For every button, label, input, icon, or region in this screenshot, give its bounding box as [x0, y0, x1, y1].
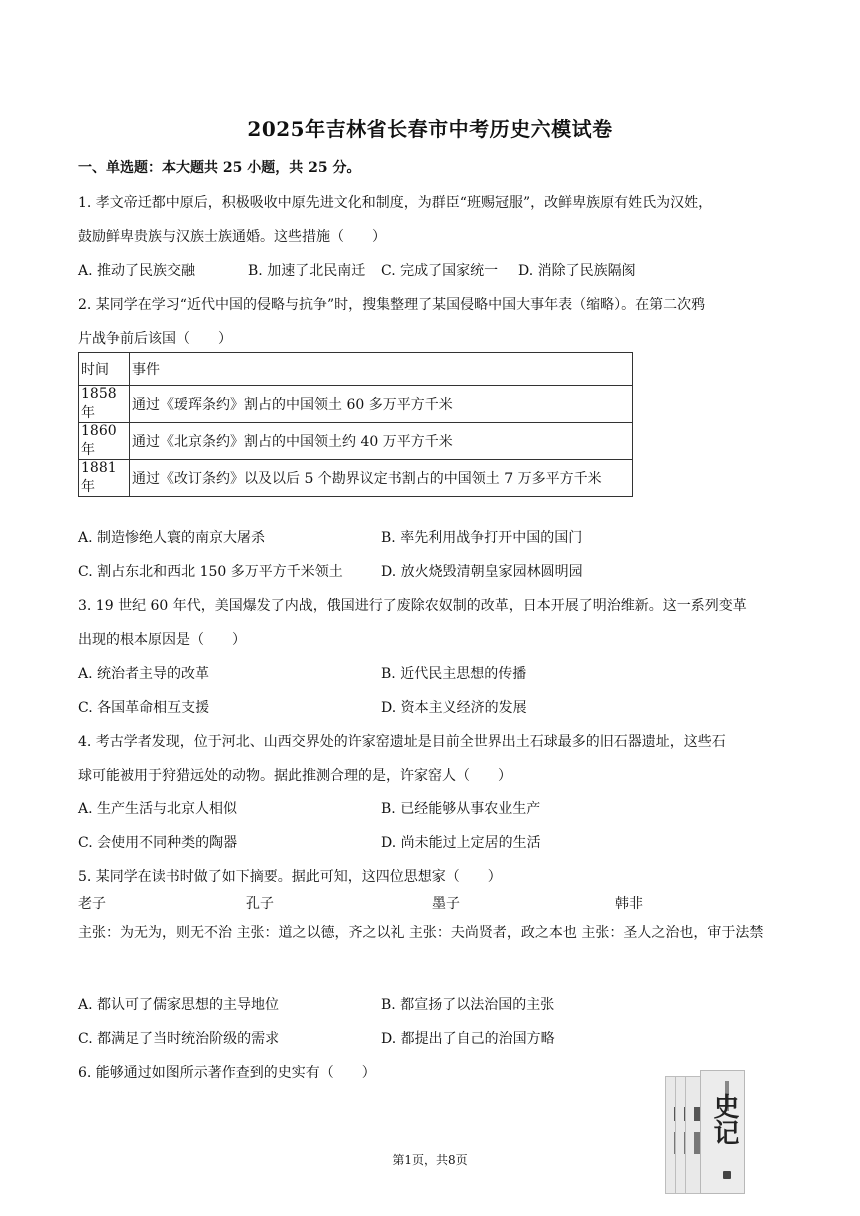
table-cell-year: 1858 年 — [79, 386, 130, 423]
q3-option-d: D. 资本主义经济的发展 — [381, 700, 527, 716]
q2-stem-line1: 2. 某同学在学习“近代中国的侵略与抗争”时，搜集整理了某国侵略中国大事年表（缩略）。在第二次鸦 — [78, 297, 706, 313]
q1-option-d: D. 消除了民族隔阂 — [518, 263, 636, 279]
table-cell-event: 通过《北京条约》割占的中国领土约 40 万平方千米 — [130, 423, 633, 460]
q6-stem: 6. 能够通过如图所示著作查到的史实有（ ） — [78, 1065, 376, 1081]
book-cover — [700, 1070, 745, 1194]
table-row — [79, 386, 633, 423]
q4-option-c: C. 会使用不同种类的陶器 — [78, 835, 238, 851]
q1-stem-line1: 1. 孝文帝迁都中原后，积极吸收中原先进文化和制度，为群臣“班赐冠服”，改鲜卑族原有姓氏为汉姓， — [78, 195, 713, 211]
table-cell-event: 通过《瑷珲条约》割占的中国领土 60 多万平方千米 — [130, 386, 633, 423]
q2-option-c: C. 割占东北和西北 150 多万平方千米领土 — [78, 564, 343, 580]
q5-option-d: D. 都提出了自己的治国方略 — [381, 1031, 555, 1047]
q4-option-a: A. 生产生活与北京人相似 — [78, 801, 238, 817]
table-header-row — [79, 353, 633, 386]
q5-option-b: B. 都宣扬了以法治国的主张 — [381, 997, 555, 1013]
q3-option-c: C. 各国革命相互支援 — [78, 700, 210, 716]
q3-option-a: A. 统治者主导的改革 — [78, 666, 210, 682]
q2-option-a: A. 制造惨绝人寰的南京大屠杀 — [78, 530, 266, 546]
q1-option-c: C. 完成了国家统一 — [381, 263, 499, 279]
page-footer: 第1页，共8页 — [392, 1153, 468, 1167]
q2-option-d: D. 放火烧毁清朝皇家园林圆明园 — [381, 564, 583, 580]
q3-stem-line1: 3. 19 世纪 60 年代，美国爆发了内战，俄国进行了废除农奴制的改革，日本开展了明治维新。这一系列变革 — [78, 598, 747, 614]
table-row — [79, 460, 633, 497]
q4-stem-line1: 4. 考古学者发现，位于河北、山西交界处的许家窑遗址是目前全世界出土石球最多的旧石器遗址，这些石 — [78, 734, 726, 750]
q4-option-d: D. 尚未能过上定居的生活 — [381, 835, 541, 851]
q1-stem-line2: 鼓励鲜卑贵族与汉族士族通婚。这些措施（ ） — [78, 229, 386, 245]
q5-option-a: A. 都认可了儒家思想的主导地位 — [78, 997, 280, 1013]
q5-name-kongzi: 孔子 — [246, 896, 274, 912]
q3-stem-line2: 出现的根本原因是（ ） — [78, 632, 246, 648]
q4-option-b: B. 已经能够从事农业生产 — [381, 801, 541, 817]
q1-option-a: A. 推动了民族交融 — [78, 263, 196, 279]
q5-name-mozi: 墨子 — [432, 896, 460, 912]
q4-stem-line2: 球可能被用于狩猎远处的动物。据此推测合理的是，许家窑人（ ） — [78, 768, 512, 784]
book-set-image — [665, 1076, 761, 1200]
q5-option-c: C. 都满足了当时统治阶级的需求 — [78, 1031, 280, 1047]
table-header-cell: 事件 — [130, 353, 633, 386]
table-cell-year: 1881 年 — [79, 460, 130, 497]
q2-stem-line2: 片战争前后该国（ ） — [78, 331, 232, 347]
q1-option-b: B. 加速了北民南迁 — [248, 263, 366, 279]
q5-name-hanfei: 韩非 — [615, 896, 643, 912]
table-cell-year: 1860 年 — [79, 423, 130, 460]
q5-views: 主张：为无为，则无不治 主张：道之以德，齐之以礼 主张：夫尚贤者，政之本也 主张：圣人之治也，审于法禁 — [78, 925, 764, 941]
table-row — [79, 423, 633, 460]
q5-name-laozi: 老子 — [78, 896, 106, 912]
section-heading: 一、单选题：本大题共 25 小题，共 25 分。 — [78, 160, 361, 176]
q2-option-b: B. 率先利用战争打开中国的国门 — [381, 530, 583, 546]
q5-stem: 5. 某同学在读书时做了如下摘要。据此可知，这四位思想家（ ） — [78, 869, 502, 885]
exam-title: 2025年吉林省长春市中考历史六模试卷 — [247, 117, 613, 141]
book-title: 史记 — [709, 1093, 739, 1145]
table-cell-event: 通过《改订条约》以及以后 5 个勘界议定书割占的中国领土 7 万多平方千米 — [130, 460, 633, 497]
q3-option-b: B. 近代民主思想的传播 — [381, 666, 527, 682]
table-header-cell: 时间 — [79, 353, 130, 386]
events-table — [78, 352, 633, 497]
